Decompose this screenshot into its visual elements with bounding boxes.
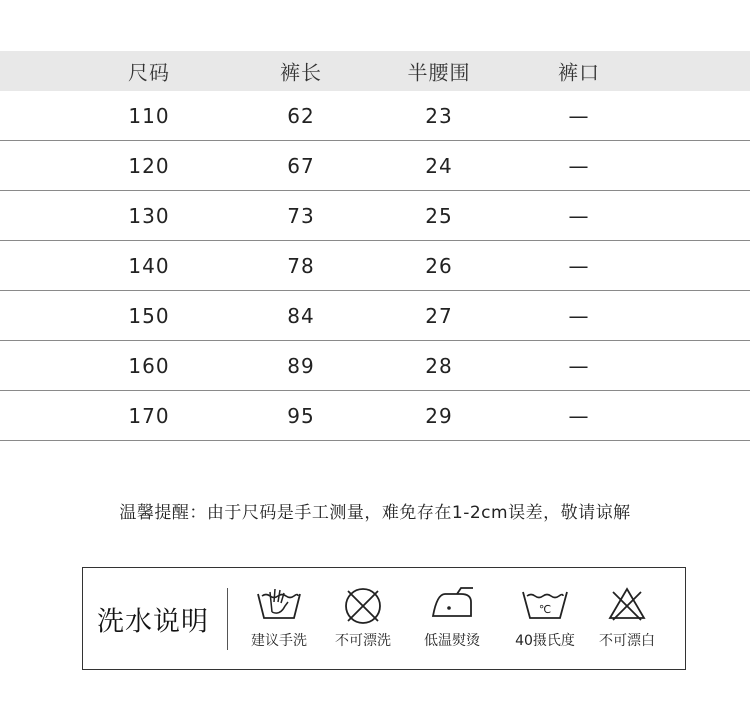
cell-size: 120: [128, 153, 170, 178]
care-instructions-box: [82, 567, 686, 670]
header-half-waist: 半腰围: [407, 60, 471, 85]
table-row: [0, 141, 750, 191]
header-size: 尺码: [128, 60, 170, 85]
cell-size: 170: [128, 403, 170, 428]
cell-size: 150: [128, 303, 170, 328]
low-iron-icon: [427, 586, 477, 622]
care-item-no-bleach: [587, 582, 667, 662]
cell-length: 89: [287, 353, 315, 378]
size-table: [0, 51, 750, 441]
table-row: [0, 391, 750, 441]
table-body: [0, 91, 750, 441]
cell-half-waist: 28: [425, 353, 453, 378]
table-row: [0, 291, 750, 341]
cell-half-waist: 27: [425, 303, 453, 328]
cell-leg-opening: —: [568, 153, 590, 178]
no-bleach-label: 不可漂白: [599, 633, 655, 649]
cell-half-waist: 23: [425, 103, 453, 128]
care-item-hand-wash: [239, 582, 319, 662]
cell-half-waist: 25: [425, 203, 453, 228]
no-wash-icon: [343, 586, 383, 626]
header-length: 裤长: [280, 60, 322, 85]
cell-half-waist: 26: [425, 253, 453, 278]
cell-length: 95: [287, 403, 315, 428]
cell-length: 67: [287, 153, 315, 178]
cell-length: 73: [287, 203, 315, 228]
hand-wash-label: 建议手洗: [251, 633, 307, 649]
cell-leg-opening: —: [568, 303, 590, 328]
table-row: [0, 191, 750, 241]
cell-size: 110: [128, 103, 170, 128]
no-bleach-icon: [607, 586, 647, 622]
cell-leg-opening: —: [568, 403, 590, 428]
cell-leg-opening: —: [568, 203, 590, 228]
care-item-wash-40: [505, 582, 585, 662]
cell-length: 62: [287, 103, 315, 128]
wash-40-label: 40摄氏度: [515, 633, 575, 649]
svg-text:℃: ℃: [538, 603, 552, 616]
care-item-no-wash: [323, 582, 403, 662]
measurement-notice: 温馨提醒：由于尺码是手工测量，难免存在1-2cm误差，敬请谅解: [119, 503, 631, 523]
cell-leg-opening: —: [568, 353, 590, 378]
cell-half-waist: 24: [425, 153, 453, 178]
cell-size: 130: [128, 203, 170, 228]
care-title: 洗水说明: [97, 606, 209, 637]
cell-leg-opening: —: [568, 103, 590, 128]
no-wash-label: 不可漂洗: [335, 633, 391, 649]
cell-length: 84: [287, 303, 315, 328]
cell-length: 78: [287, 253, 315, 278]
low-iron-label: 低温熨烫: [424, 633, 480, 649]
table-row: [0, 91, 750, 141]
care-item-low-iron: [412, 582, 492, 662]
care-divider: [227, 588, 228, 650]
cell-size: 140: [128, 253, 170, 278]
hand-wash-icon: [254, 586, 304, 624]
cell-half-waist: 29: [425, 403, 453, 428]
cell-size: 160: [128, 353, 170, 378]
wash-40-icon: [519, 586, 571, 622]
header-leg-opening: 裤口: [558, 60, 600, 85]
table-row: [0, 341, 750, 391]
table-row: [0, 241, 750, 291]
table-header: [0, 51, 750, 91]
cell-leg-opening: —: [568, 253, 590, 278]
